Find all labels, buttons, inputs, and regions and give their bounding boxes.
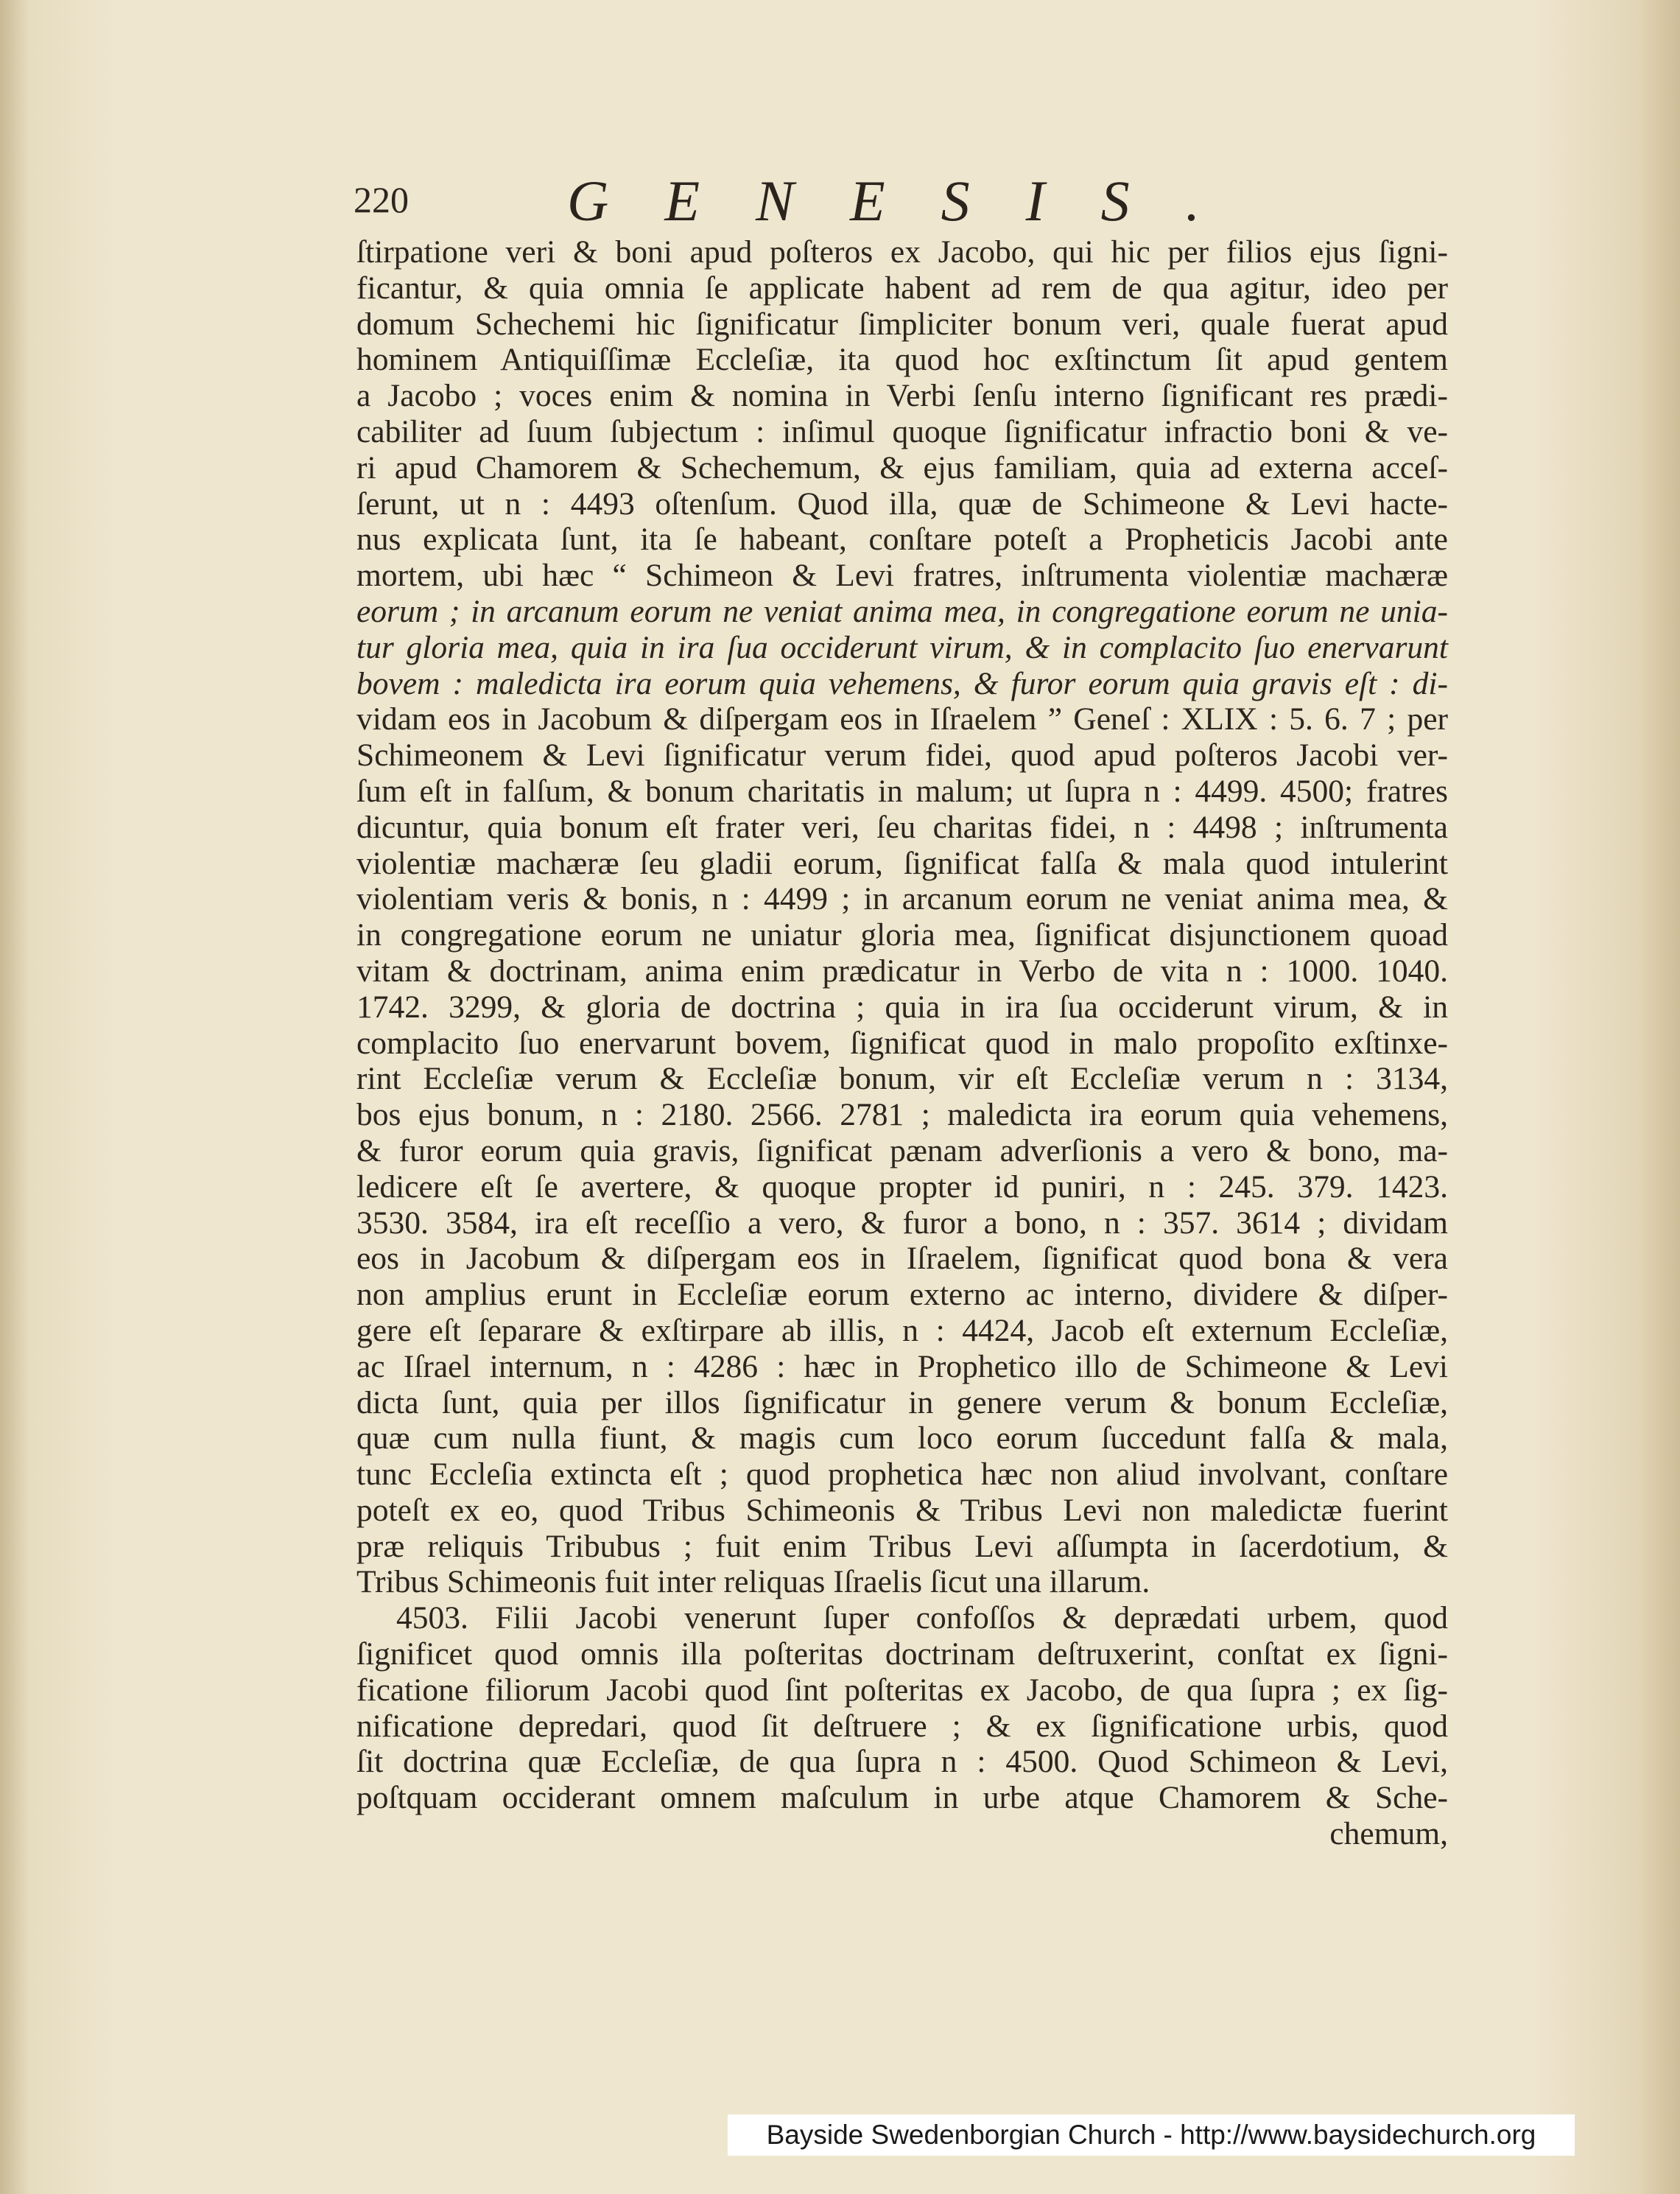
text-line: 4503. Filii Jacobi venerunt ſuper confoſſos & deprædati urbem, quod (396, 1600, 1448, 1636)
text-line: violentiæ machæræ ſeu gladii eorum, ſignificat falſa & mala quod intulerint (356, 845, 1448, 881)
text-line: nus explicata ſunt, ita ſe habeant, conſtare poteſt a Propheticis Jacobi ante (356, 522, 1448, 558)
text-line: nificatione depredari, quod ſit deſtruere ; & ex ſignificatione urbis, quod (356, 1708, 1448, 1744)
text-line: a Jacobo ; voces enim & nomina in Verbi ſenſu interno ſignificant res prædi- (356, 378, 1448, 414)
text-line: hominem Antiquiſſimæ Eccleſiæ, ita quod hoc exſtinctum ſit apud gentem (356, 342, 1448, 378)
text-line: in congregatione eorum ne uniatur gloria mea, ſignificat disjunctionem quoad (356, 917, 1448, 953)
text-line: ac Iſrael internum, n : 4286 : hæc in Prophetico illo de Schimeone & Levi (356, 1348, 1448, 1384)
page-number: 220 (354, 179, 409, 220)
text-line: & furor eorum quia gravis, ſignificat pænam adverſionis a vero & bono, ma- (356, 1132, 1448, 1168)
text-line: 3530. 3584, ira eſt receſſio a vero, & furor a bono, n : 357. 3614 ; dividam (356, 1205, 1448, 1241)
watermark-banner: Bayside Swedenborgian Church - http://www.baysidechurch.org (728, 2114, 1575, 2156)
page-title: GENESIS. (567, 169, 1257, 233)
text-line: Tribus Schimeonis fuit inter reliquas Iſraelis ſicut una illarum. (356, 1564, 1150, 1600)
text-line: bovem : maledicta ira eorum quia vehemens, & furor eorum quia gravis eſt : di- (356, 665, 1448, 701)
text-line: ſerunt, ut n : 4493 oſtenſum. Quod illa, quæ de Schimeone & Levi hacte- (356, 486, 1448, 522)
text-line: domum Schechemi hic ſignificatur ſimpliciter bonum veri, quale fuerat apud (356, 306, 1448, 342)
text-line: ſignificet quod omnis illa poſteritas doctrinam deſtruxerint, conſtat ex ſigni- (356, 1636, 1448, 1672)
text-line: ficantur, & quia omnia ſe applicate habent ad rem de qua agitur, ideo per (356, 270, 1448, 306)
text-line: mortem, ubi hæc “ Schimeon & Levi fratres, inſtrumenta violentiæ machæræ (356, 558, 1448, 594)
text-line: non amplius erunt in Eccleſiæ eorum externo ac interno, dividere & diſper- (356, 1277, 1448, 1313)
text-line: poteſt ex eo, quod Tribus Schimeonis & Tribus Levi non maledictæ fuerint (356, 1492, 1448, 1528)
text-line: complacito ſuo enervarunt bovem, ſignificat quod in malo propoſito exſtinxe- (356, 1025, 1448, 1061)
body-text (356, 234, 1448, 1852)
text-line: eos in Jacobum & diſpergam eos in Iſraelem, ſignificat quod bona & vera (356, 1241, 1448, 1277)
text-line: præ reliquis Tribubus ; fuit enim Tribus Levi aſſumpta in ſacerdotium, & (356, 1528, 1448, 1564)
text-line: tunc Eccleſia extincta eſt ; quod prophetica hæc non aliud involvant, conſtare (356, 1457, 1448, 1493)
text-line: 1742. 3299, & gloria de doctrina ; quia in ira ſua occiderunt virum, & in (356, 989, 1448, 1025)
catchword: chemum, (1329, 1816, 1448, 1852)
text-line: ſtirpatione veri & boni apud poſteros ex Jacobo, qui hic per filios ejus ſigni- (356, 234, 1448, 270)
text-line: poſtquam occiderant omnem maſculum in urbe atque Chamorem & Sche- (356, 1780, 1448, 1816)
text-line: dicta ſunt, quia per illos ſignificatur in genere verum & bonum Eccleſiæ, (356, 1384, 1448, 1420)
text-line: violentiam veris & bonis, n : 4499 ; in arcanum eorum ne veniat anima mea, & (356, 881, 1448, 917)
text-line: ledicere eſt ſe avertere, & quoque propter id puniri, n : 245. 379. 1423. (356, 1168, 1448, 1205)
text-line: dicuntur, quia bonum eſt frater veri, ſeu charitas fidei, n : 4498 ; inſtrumenta (356, 809, 1448, 845)
text-line: vidam eos in Jacobum & diſpergam eos in Iſraelem ” Geneſ : XLIX : 5. 6. 7 ; per (356, 701, 1448, 737)
running-head (354, 168, 1444, 234)
text-line: bos ejus bonum, n : 2180. 2566. 2781 ; maledicta ira eorum quia vehemens, (356, 1097, 1448, 1133)
text-line: ſit doctrina quæ Eccleſiæ, de qua ſupra n : 4500. Quod Schimeon & Levi, (356, 1744, 1448, 1780)
text-line: ri apud Chamorem & Schechemum, & ejus familiam, quia ad externa acceſ- (356, 449, 1448, 486)
text-line: gere eſt ſeparare & exſtirpare ab illis, n : 4424, Jacob eſt externum Eccleſiæ, (356, 1312, 1448, 1348)
text-line: quæ cum nulla fiunt, & magis cum loco eorum ſuccedunt falſa & mala, (356, 1420, 1448, 1457)
text-line: tur gloria mea, quia in ira ſua occiderunt virum, & in complacito ſuo enervarunt (356, 629, 1448, 665)
text-line: ſum eſt in falſum, & bonum charitatis in malum; ut ſupra n : 4499. 4500; fratres (356, 773, 1448, 809)
text-line: ficatione filiorum Jacobi quod ſint poſteritas ex Jacobo, de qua ſupra ; ex ſig- (356, 1672, 1448, 1708)
text-line: cabiliter ad ſuum ſubjectum : inſimul quoque ſignificatur infractio boni & ve- (356, 413, 1448, 449)
text-line: Schimeonem & Levi ſignificatur verum fidei, quod apud poſteros Jacobi ver- (356, 737, 1448, 774)
text-line: rint Eccleſiæ verum & Eccleſiæ bonum, vir eſt Eccleſiæ verum n : 3134, (356, 1061, 1448, 1097)
text-line: eorum ; in arcanum eorum ne veniat anima mea, in congregatione eorum ne unia- (356, 593, 1448, 629)
text-line: vitam & doctrinam, anima enim prædicatur in Verbo de vita n : 1000. 1040. (356, 953, 1448, 989)
